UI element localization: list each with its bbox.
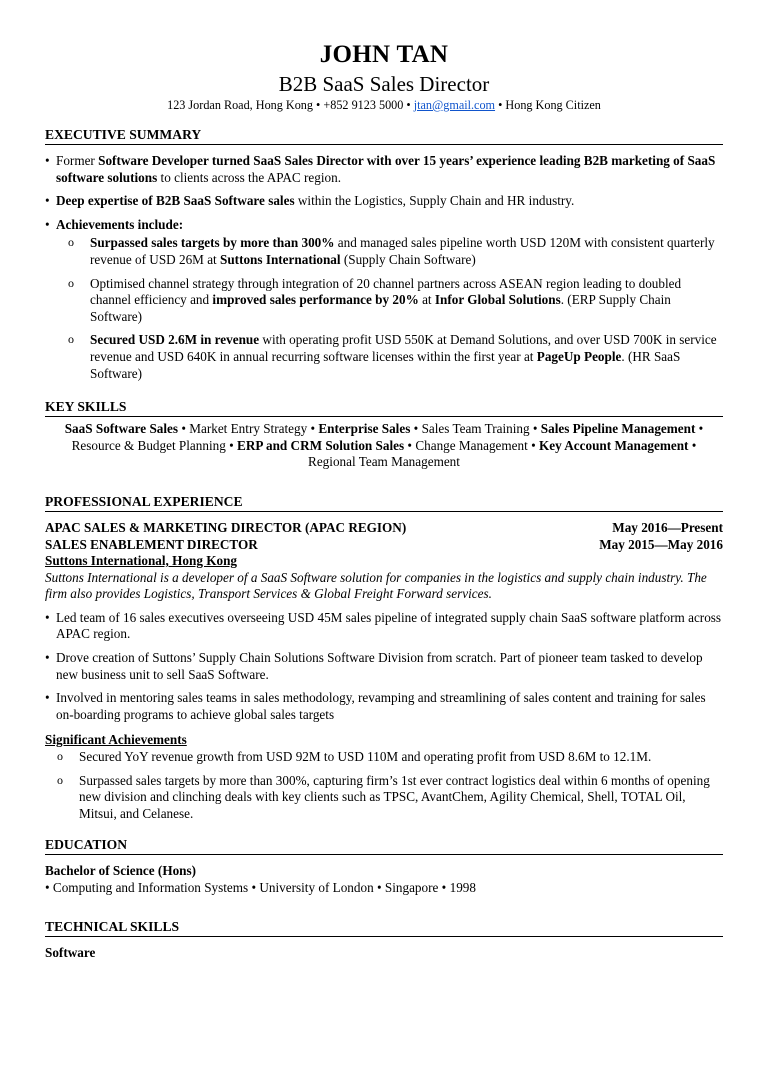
section-heading-technical: TECHNICAL SKILLS: [45, 918, 723, 937]
email-link[interactable]: jtan@gmail.com: [413, 98, 496, 112]
job-achievements: [45, 749, 723, 822]
contact-line: 123 Jordan Road, Hong Kong • +852 9123 5000 • jtan@gmail.com • Hong Kong Citizen: [167, 98, 601, 112]
citizenship: Hong Kong Citizen: [505, 98, 601, 112]
job-row: [45, 537, 723, 554]
candidate-name: JOHN TAN: [319, 41, 449, 68]
degree: Bachelor of Science (Hons): [45, 863, 197, 879]
summary-item: • Deep expertise of B2B SaaS Software sales within the Logistics, Supply Chain and HR industry.: [45, 193, 723, 210]
summary-item: • Achievements include: o Surpassed sales targets by more than 300% and managed sales pipeline worth USD 120M with consistent quarterly revenue of USD 26M at Suttons International (Supply Chain Software) o Optimised channel strategy through integration of 20 channel partners across ASEAN region leading to doubled channel efficiency and improved sales performance by 20% at Infor Global Solutions. (ERP Supply Chain Software) o Secured USD 2.6M in revenue with operating profit USD 550K at Demand Solutions, and over USD 700K in service revenue and USD 640K in annual recurring software licenses within the first year at PageUp People. (HR SaaS Software): [45, 217, 723, 382]
education-block: [45, 863, 723, 896]
job-bullet: • Drove creation of Suttons’ Supply Chain Solutions Software Division from scratch. Part of pioneer team tasked to develop new business unit to sell SaaS Software.: [45, 650, 723, 683]
key-skills: SaaS Software Sales • Market Entry Strategy • Enterprise Sales • Sales Team Training • Sales Pipeline Management • Resource & Budget Planning • ERP and CRM Solution Sales • Change Management • Key Account Management • Regional Team Management: [64, 421, 704, 470]
phone: +852 9123 5000: [323, 98, 404, 112]
achievement-item: o Surpassed sales targets by more than 300% and managed sales pipeline worth USD 120M with consistent quarterly revenue of USD 26M at Suttons International (Supply Chain Software): [56, 235, 723, 268]
achievements-list: [56, 235, 723, 382]
achievement-item: o Secured USD 2.6M in revenue with operating profit USD 550K at Demand Solutions, and over USD 700K in service revenue and USD 640K in annual recurring software licenses within the first year at PageUp People. (HR SaaS Software): [56, 332, 723, 382]
job-bullets: [45, 610, 723, 724]
section-heading-skills: KEY SKILLS: [45, 398, 723, 417]
company-description: Suttons International is a developer of a SaaS Software solution for companies in the logistics and supply chain industry. The firm also provides Logistics, Transport Services & Global Freight Forward services.: [45, 569, 707, 602]
summary-item: • Former Software Developer turned SaaS Sales Director with over 15 years’ experience leading B2B marketing of SaaS software solutions to clients across the APAC region.: [45, 153, 723, 186]
job-achievement: o Secured YoY revenue growth from USD 92M to USD 110M and operating profit from USD 8.6M to 12.1M.: [45, 749, 723, 766]
software-label: Software: [45, 944, 96, 960]
section-heading-summary: EXECUTIVE SUMMARY: [45, 126, 723, 145]
job-bullet: • Involved in mentoring sales teams in sales methodology, revamping and streamlining of sales content and training for sales on-boarding programs to achieve global sales targets: [45, 690, 723, 723]
job-achievement: o Surpassed sales targets by more than 300%, capturing firm’s 1st ever contract logistics deal within 6 months of opening new division and clinching deals with key clients such as TPSC, AvantChem, Agility Chemical, Shell, TOTAL Oil, Mitsui, and Celanese.: [45, 773, 723, 823]
job-dates: May 2015—May 2016: [599, 536, 723, 552]
resume-page: [0, 41, 768, 1065]
job-role: SALES ENABLEMENT DIRECTOR: [45, 536, 258, 552]
section-heading-education: EDUCATION: [45, 836, 723, 855]
education-details: • Computing and Information Systems • University of London • Singapore • 1998: [45, 880, 476, 895]
job-block: [45, 520, 723, 823]
job-bullet: • Led team of 16 sales executives overseeing USD 45M sales pipeline of integrated supply chain SaaS software platform across APAC region.: [45, 610, 723, 643]
job-role: APAC SALES & MARKETING DIRECTOR (APAC REGION): [45, 519, 407, 535]
job-row: [45, 520, 723, 537]
achievements-heading: Significant Achievements: [45, 732, 187, 748]
job-dates: May 2016—Present: [612, 519, 723, 535]
achievement-item: o Optimised channel strategy through integration of 20 channel partners across ASEAN region leading to doubled channel efficiency and improved sales performance by 20% at Infor Global Solutions. (ERP Supply Chain Software): [56, 276, 723, 326]
address: 123 Jordan Road, Hong Kong: [167, 98, 313, 112]
section-heading-experience: PROFESSIONAL EXPERIENCE: [45, 493, 723, 512]
candidate-title: B2B SaaS Sales Director: [278, 72, 490, 96]
company-name: Suttons International, Hong Kong: [45, 553, 237, 569]
summary-list: [45, 153, 723, 382]
